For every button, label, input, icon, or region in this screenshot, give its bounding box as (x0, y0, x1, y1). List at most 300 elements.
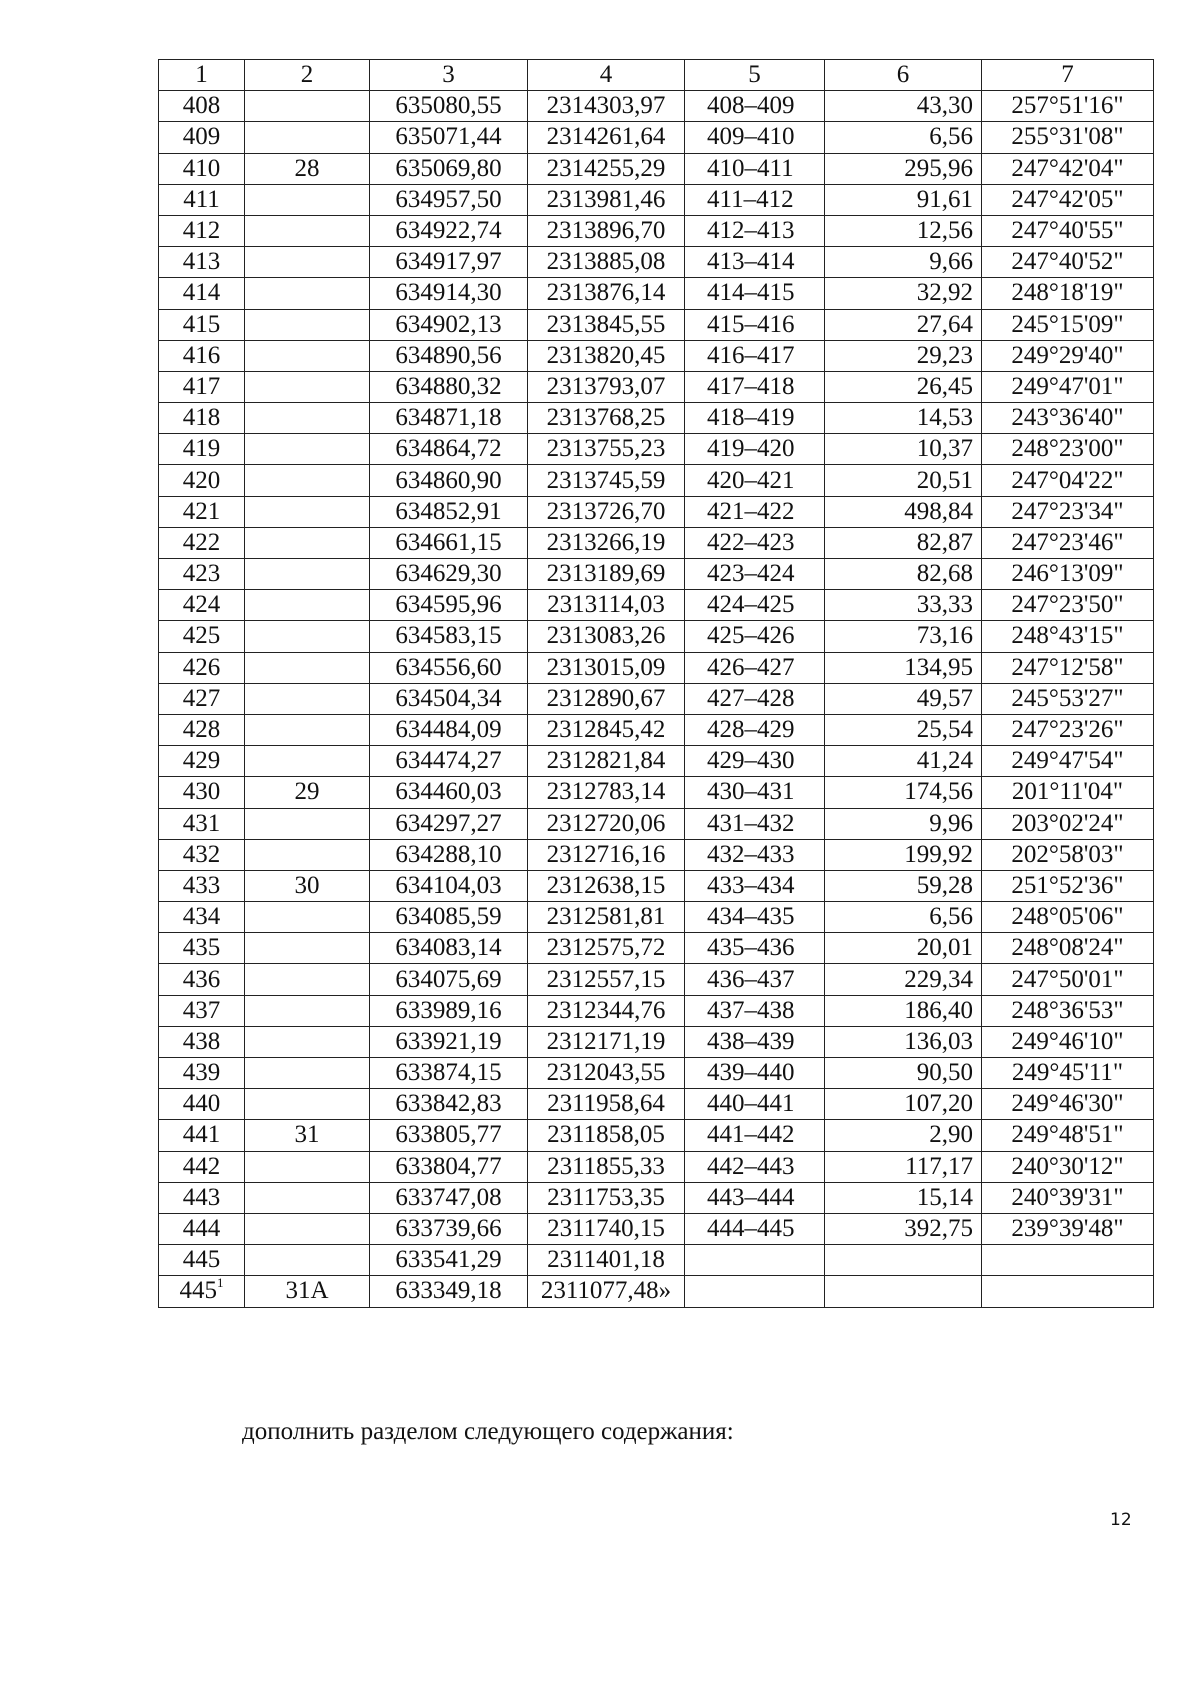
table-row (159, 496, 1154, 527)
segment-cell: 411–412 (685, 184, 825, 215)
length-cell: 91,61 (825, 184, 982, 215)
segment-cell (685, 1245, 825, 1276)
x-coordinate-cell: 634297,27 (370, 808, 528, 839)
point-number-cell: 430 (159, 777, 245, 808)
table-row (159, 621, 1154, 652)
angle-cell: 247°42'05" (982, 184, 1154, 215)
table-row (159, 870, 1154, 901)
angle-cell: 248°43'15" (982, 621, 1154, 652)
y-coordinate-cell: 2313876,14 (528, 278, 685, 309)
boundary-mark-cell (245, 247, 370, 278)
boundary-mark-cell (245, 91, 370, 122)
boundary-mark-cell (245, 403, 370, 434)
y-coordinate-cell: 2313114,03 (528, 590, 685, 621)
segment-cell: 438–439 (685, 1026, 825, 1057)
x-coordinate-cell: 634629,30 (370, 559, 528, 590)
angle-cell: 255°31'08" (982, 122, 1154, 153)
angle-cell: 247°23'26" (982, 714, 1154, 745)
angle-cell: 245°15'09" (982, 309, 1154, 340)
x-coordinate-cell: 635071,44 (370, 122, 528, 153)
table-row (159, 278, 1154, 309)
point-number-cell: 443 (159, 1182, 245, 1213)
coordinates-table (158, 59, 1154, 1308)
segment-cell: 417–418 (685, 371, 825, 402)
length-cell: 73,16 (825, 621, 982, 652)
point-number-cell: 417 (159, 371, 245, 402)
column-header: 4 (528, 60, 685, 91)
boundary-mark-cell (245, 309, 370, 340)
point-number-cell: 416 (159, 340, 245, 371)
boundary-mark-cell (245, 434, 370, 465)
y-coordinate-cell: 2313726,70 (528, 496, 685, 527)
table-row (159, 1058, 1154, 1089)
point-number-cell: 441 (159, 1120, 245, 1151)
point-number-cell: 419 (159, 434, 245, 465)
footer-text: дополнить разделом следующего содержания: (242, 1418, 734, 1445)
point-number-cell: 437 (159, 995, 245, 1026)
angle-cell: 248°18'19" (982, 278, 1154, 309)
angle-cell: 247°23'34" (982, 496, 1154, 527)
boundary-mark-cell (245, 1245, 370, 1276)
table-row (159, 559, 1154, 590)
angle-cell (982, 1245, 1154, 1276)
y-coordinate-cell: 2312716,16 (528, 839, 685, 870)
boundary-mark-cell (245, 995, 370, 1026)
x-coordinate-cell: 634871,18 (370, 403, 528, 434)
y-coordinate-cell: 2312783,14 (528, 777, 685, 808)
point-number-cell: 422 (159, 527, 245, 558)
angle-cell: 239°39'48" (982, 1213, 1154, 1244)
length-cell: 29,23 (825, 340, 982, 371)
table-row (159, 122, 1154, 153)
x-coordinate-cell: 635080,55 (370, 91, 528, 122)
angle-cell: 249°45'11" (982, 1058, 1154, 1089)
angle-cell: 247°42'04" (982, 153, 1154, 184)
length-cell: 90,50 (825, 1058, 982, 1089)
point-number-cell: 432 (159, 839, 245, 870)
x-coordinate-cell: 634460,03 (370, 777, 528, 808)
segment-cell: 440–441 (685, 1089, 825, 1120)
table-row (159, 683, 1154, 714)
x-coordinate-cell: 634595,96 (370, 590, 528, 621)
segment-cell: 409–410 (685, 122, 825, 153)
y-coordinate-cell: 2314255,29 (528, 153, 685, 184)
point-number-cell: 420 (159, 465, 245, 496)
angle-cell: 201°11'04" (982, 777, 1154, 808)
y-coordinate-cell: 2313820,45 (528, 340, 685, 371)
x-coordinate-cell: 634890,56 (370, 340, 528, 371)
length-cell: 9,66 (825, 247, 982, 278)
column-header: 5 (685, 60, 825, 91)
angle-cell: 247°50'01" (982, 964, 1154, 995)
table-row (159, 964, 1154, 995)
table-row (159, 184, 1154, 215)
angle-cell: 248°08'24" (982, 933, 1154, 964)
x-coordinate-cell: 634860,90 (370, 465, 528, 496)
segment-cell: 435–436 (685, 933, 825, 964)
length-cell: 82,68 (825, 559, 982, 590)
length-cell: 392,75 (825, 1213, 982, 1244)
segment-cell: 415–416 (685, 309, 825, 340)
boundary-mark-cell (245, 683, 370, 714)
table-row (159, 933, 1154, 964)
angle-cell: 247°23'46" (982, 527, 1154, 558)
page-number: 12 (1110, 1510, 1132, 1530)
boundary-mark-cell: 31 (245, 1120, 370, 1151)
y-coordinate-cell: 2312171,19 (528, 1026, 685, 1057)
angle-cell: 249°47'54" (982, 746, 1154, 777)
x-coordinate-cell: 633874,15 (370, 1058, 528, 1089)
y-coordinate-cell: 2312043,55 (528, 1058, 685, 1089)
length-cell: 20,51 (825, 465, 982, 496)
x-coordinate-cell: 634917,97 (370, 247, 528, 278)
column-header: 6 (825, 60, 982, 91)
point-number-cell: 427 (159, 683, 245, 714)
table-row (159, 1026, 1154, 1057)
table-row (159, 995, 1154, 1026)
length-cell: 9,96 (825, 808, 982, 839)
table-row (159, 652, 1154, 683)
length-cell: 295,96 (825, 153, 982, 184)
angle-cell: 203°02'24" (982, 808, 1154, 839)
boundary-mark-cell (245, 496, 370, 527)
length-cell: 6,56 (825, 902, 982, 933)
length-cell: 26,45 (825, 371, 982, 402)
length-cell (825, 1245, 982, 1276)
angle-cell: 247°40'52" (982, 247, 1154, 278)
point-number-cell: 433 (159, 870, 245, 901)
x-coordinate-cell: 633842,83 (370, 1089, 528, 1120)
boundary-mark-cell (245, 714, 370, 745)
point-number-cell: 425 (159, 621, 245, 652)
point-number-cell: 415 (159, 309, 245, 340)
boundary-mark-cell: 29 (245, 777, 370, 808)
length-cell: 199,92 (825, 839, 982, 870)
y-coordinate-cell: 2312845,42 (528, 714, 685, 745)
y-coordinate-cell: 2311858,05 (528, 1120, 685, 1151)
y-coordinate-cell: 2312821,84 (528, 746, 685, 777)
column-header: 7 (982, 60, 1154, 91)
boundary-mark-cell (245, 371, 370, 402)
segment-cell: 414–415 (685, 278, 825, 309)
boundary-mark-cell (245, 465, 370, 496)
x-coordinate-cell: 634104,03 (370, 870, 528, 901)
segment-cell: 442–443 (685, 1151, 825, 1182)
angle-cell: 248°36'53" (982, 995, 1154, 1026)
table-row (159, 434, 1154, 465)
angle-cell: 247°04'22" (982, 465, 1154, 496)
x-coordinate-cell: 634075,69 (370, 964, 528, 995)
point-number-cell: 444 (159, 1213, 245, 1244)
table-row (159, 527, 1154, 558)
segment-cell: 412–413 (685, 215, 825, 246)
point-number: 445 (179, 1277, 217, 1305)
y-coordinate-cell: 2313793,07 (528, 371, 685, 402)
y-coordinate-cell: 2311753,35 (528, 1182, 685, 1213)
boundary-mark-cell (245, 1213, 370, 1244)
table-row (159, 91, 1154, 122)
angle-cell: 251°52'36" (982, 870, 1154, 901)
length-cell: 229,34 (825, 964, 982, 995)
x-coordinate-cell: 634957,50 (370, 184, 528, 215)
segment-cell: 425–426 (685, 621, 825, 652)
length-cell: 20,01 (825, 933, 982, 964)
y-coordinate-cell: 2313845,55 (528, 309, 685, 340)
table-row (159, 153, 1154, 184)
angle-cell: 257°51'16" (982, 91, 1154, 122)
length-cell: 32,92 (825, 278, 982, 309)
segment-cell: 426–427 (685, 652, 825, 683)
length-cell: 498,84 (825, 496, 982, 527)
boundary-mark-cell (245, 527, 370, 558)
table-row (159, 1151, 1154, 1182)
x-coordinate-cell: 634504,34 (370, 683, 528, 714)
table-row (159, 215, 1154, 246)
boundary-mark-cell (245, 1026, 370, 1057)
length-cell: 27,64 (825, 309, 982, 340)
y-coordinate-cell: 2313885,08 (528, 247, 685, 278)
point-number-cell: 426 (159, 652, 245, 683)
column-header: 2 (245, 60, 370, 91)
boundary-mark-cell (245, 1058, 370, 1089)
table-row (159, 1213, 1154, 1244)
angle-cell: 249°47'01" (982, 371, 1154, 402)
table-row (159, 340, 1154, 371)
x-coordinate-cell: 634902,13 (370, 309, 528, 340)
boundary-mark-cell (245, 1089, 370, 1120)
point-number-cell: 438 (159, 1026, 245, 1057)
point-number-cell: 431 (159, 808, 245, 839)
table-row (159, 746, 1154, 777)
point-number-cell: 440 (159, 1089, 245, 1120)
boundary-mark-cell (245, 184, 370, 215)
table-row (159, 1089, 1154, 1120)
length-cell: 59,28 (825, 870, 982, 901)
y-coordinate-cell: 2312557,15 (528, 964, 685, 995)
length-cell (825, 1276, 982, 1307)
segment-cell: 427–428 (685, 683, 825, 714)
x-coordinate-cell: 634583,15 (370, 621, 528, 652)
table-row (159, 1245, 1154, 1276)
segment-cell: 443–444 (685, 1182, 825, 1213)
length-cell: 107,20 (825, 1089, 982, 1120)
segment-cell: 424–425 (685, 590, 825, 621)
boundary-mark-cell (245, 559, 370, 590)
segment-cell: 418–419 (685, 403, 825, 434)
point-number-cell: 410 (159, 153, 245, 184)
length-cell: 2,90 (825, 1120, 982, 1151)
length-cell: 6,56 (825, 122, 982, 153)
y-coordinate-cell: 2313015,09 (528, 652, 685, 683)
point-number-cell (159, 1276, 245, 1307)
boundary-mark-cell (245, 278, 370, 309)
x-coordinate-cell: 633541,29 (370, 1245, 528, 1276)
x-coordinate-cell: 633921,19 (370, 1026, 528, 1057)
segment-cell: 436–437 (685, 964, 825, 995)
table-header-row (159, 60, 1154, 91)
y-coordinate-cell: 2313981,46 (528, 184, 685, 215)
y-coordinate-cell: 2313266,19 (528, 527, 685, 558)
x-coordinate-cell: 635069,80 (370, 153, 528, 184)
x-coordinate-cell: 634914,30 (370, 278, 528, 309)
boundary-mark-cell: 28 (245, 153, 370, 184)
y-coordinate-cell: 2312581,81 (528, 902, 685, 933)
angle-cell: 249°46'30" (982, 1089, 1154, 1120)
length-cell: 186,40 (825, 995, 982, 1026)
y-coordinate-cell: 2312575,72 (528, 933, 685, 964)
x-coordinate-cell: 634083,14 (370, 933, 528, 964)
point-number-cell: 445 (159, 1245, 245, 1276)
y-coordinate-cell: 2312720,06 (528, 808, 685, 839)
boundary-mark-cell: 30 (245, 870, 370, 901)
point-superscript: 1 (217, 1275, 224, 1291)
y-coordinate-cell: 2312638,15 (528, 870, 685, 901)
angle-cell: 202°58'03" (982, 839, 1154, 870)
x-coordinate-cell: 634661,15 (370, 527, 528, 558)
point-number-cell: 408 (159, 91, 245, 122)
length-cell: 43,30 (825, 91, 982, 122)
segment-cell: 439–440 (685, 1058, 825, 1089)
angle-cell: 249°48'51" (982, 1120, 1154, 1151)
table-row (159, 371, 1154, 402)
y-coordinate-cell: 2314261,64 (528, 122, 685, 153)
segment-cell: 408–409 (685, 91, 825, 122)
length-cell: 136,03 (825, 1026, 982, 1057)
boundary-mark-cell (245, 215, 370, 246)
y-coordinate-cell: 2313755,23 (528, 434, 685, 465)
boundary-mark-cell (245, 746, 370, 777)
point-number-cell: 414 (159, 278, 245, 309)
angle-cell: 247°23'50" (982, 590, 1154, 621)
point-number-cell: 439 (159, 1058, 245, 1089)
length-cell: 49,57 (825, 683, 982, 714)
length-cell: 10,37 (825, 434, 982, 465)
table-row (159, 1120, 1154, 1151)
y-coordinate-cell: 2311855,33 (528, 1151, 685, 1182)
y-coordinate-cell: 2313745,59 (528, 465, 685, 496)
boundary-mark-cell (245, 652, 370, 683)
x-coordinate-cell: 633739,66 (370, 1213, 528, 1244)
boundary-mark-cell (245, 1151, 370, 1182)
segment-cell: 429–430 (685, 746, 825, 777)
angle-cell: 243°36'40" (982, 403, 1154, 434)
length-cell: 41,24 (825, 746, 982, 777)
angle-cell: 245°53'27" (982, 683, 1154, 714)
point-number-cell: 435 (159, 933, 245, 964)
x-coordinate-cell: 634922,74 (370, 215, 528, 246)
y-coordinate-cell: 2311077,48» (528, 1276, 685, 1307)
table-row (159, 808, 1154, 839)
segment-cell: 421–422 (685, 496, 825, 527)
segment-cell: 437–438 (685, 995, 825, 1026)
segment-cell: 413–414 (685, 247, 825, 278)
x-coordinate-cell: 633805,77 (370, 1120, 528, 1151)
y-coordinate-cell: 2312344,76 (528, 995, 685, 1026)
y-coordinate-cell: 2313768,25 (528, 403, 685, 434)
length-cell: 174,56 (825, 777, 982, 808)
segment-cell: 423–424 (685, 559, 825, 590)
table-row-last (159, 1276, 1154, 1307)
point-number-cell: 434 (159, 902, 245, 933)
angle-cell (982, 1276, 1154, 1307)
y-coordinate-cell: 2311401,18 (528, 1245, 685, 1276)
y-coordinate-cell: 2313083,26 (528, 621, 685, 652)
point-number-cell: 436 (159, 964, 245, 995)
table-row (159, 247, 1154, 278)
x-coordinate-cell: 634556,60 (370, 652, 528, 683)
segment-cell: 441–442 (685, 1120, 825, 1151)
table-row (159, 1182, 1154, 1213)
angle-cell: 249°29'40" (982, 340, 1154, 371)
segment-cell: 431–432 (685, 808, 825, 839)
y-coordinate-cell: 2311958,64 (528, 1089, 685, 1120)
x-coordinate-cell: 634085,59 (370, 902, 528, 933)
x-coordinate-cell: 633804,77 (370, 1151, 528, 1182)
length-cell: 12,56 (825, 215, 982, 246)
table-row (159, 839, 1154, 870)
boundary-mark-cell (245, 902, 370, 933)
length-cell: 134,95 (825, 652, 982, 683)
point-number-cell: 421 (159, 496, 245, 527)
segment-cell: 433–434 (685, 870, 825, 901)
angle-cell: 246°13'09" (982, 559, 1154, 590)
point-number-cell: 429 (159, 746, 245, 777)
x-coordinate-cell: 634880,32 (370, 371, 528, 402)
y-coordinate-cell: 2314303,97 (528, 91, 685, 122)
column-header: 1 (159, 60, 245, 91)
y-coordinate-cell: 2313189,69 (528, 559, 685, 590)
x-coordinate-cell: 634852,91 (370, 496, 528, 527)
boundary-mark-cell (245, 839, 370, 870)
length-cell: 25,54 (825, 714, 982, 745)
segment-cell: 420–421 (685, 465, 825, 496)
length-cell: 117,17 (825, 1151, 982, 1182)
segment-cell: 419–420 (685, 434, 825, 465)
boundary-mark-cell (245, 933, 370, 964)
point-number-cell: 428 (159, 714, 245, 745)
boundary-mark-cell (245, 1182, 370, 1213)
boundary-mark-cell (245, 964, 370, 995)
segment-cell: 422–423 (685, 527, 825, 558)
boundary-mark-cell (245, 122, 370, 153)
segment-cell: 410–411 (685, 153, 825, 184)
segment-cell: 428–429 (685, 714, 825, 745)
point-number-cell: 418 (159, 403, 245, 434)
segment-cell: 444–445 (685, 1213, 825, 1244)
length-cell: 14,53 (825, 403, 982, 434)
boundary-mark-cell (245, 808, 370, 839)
length-cell: 15,14 (825, 1182, 982, 1213)
boundary-mark-cell: 31А (245, 1276, 370, 1307)
x-coordinate-cell: 633989,16 (370, 995, 528, 1026)
table-row (159, 309, 1154, 340)
y-coordinate-cell: 2312890,67 (528, 683, 685, 714)
boundary-mark-cell (245, 340, 370, 371)
point-number-cell: 442 (159, 1151, 245, 1182)
segment-cell (685, 1276, 825, 1307)
y-coordinate-cell: 2311740,15 (528, 1213, 685, 1244)
segment-cell: 434–435 (685, 902, 825, 933)
column-header: 3 (370, 60, 528, 91)
boundary-mark-cell (245, 621, 370, 652)
segment-cell: 432–433 (685, 839, 825, 870)
x-coordinate-cell: 634484,09 (370, 714, 528, 745)
table-row (159, 590, 1154, 621)
segment-cell: 430–431 (685, 777, 825, 808)
length-cell: 33,33 (825, 590, 982, 621)
x-coordinate-cell: 634864,72 (370, 434, 528, 465)
angle-cell: 248°23'00" (982, 434, 1154, 465)
